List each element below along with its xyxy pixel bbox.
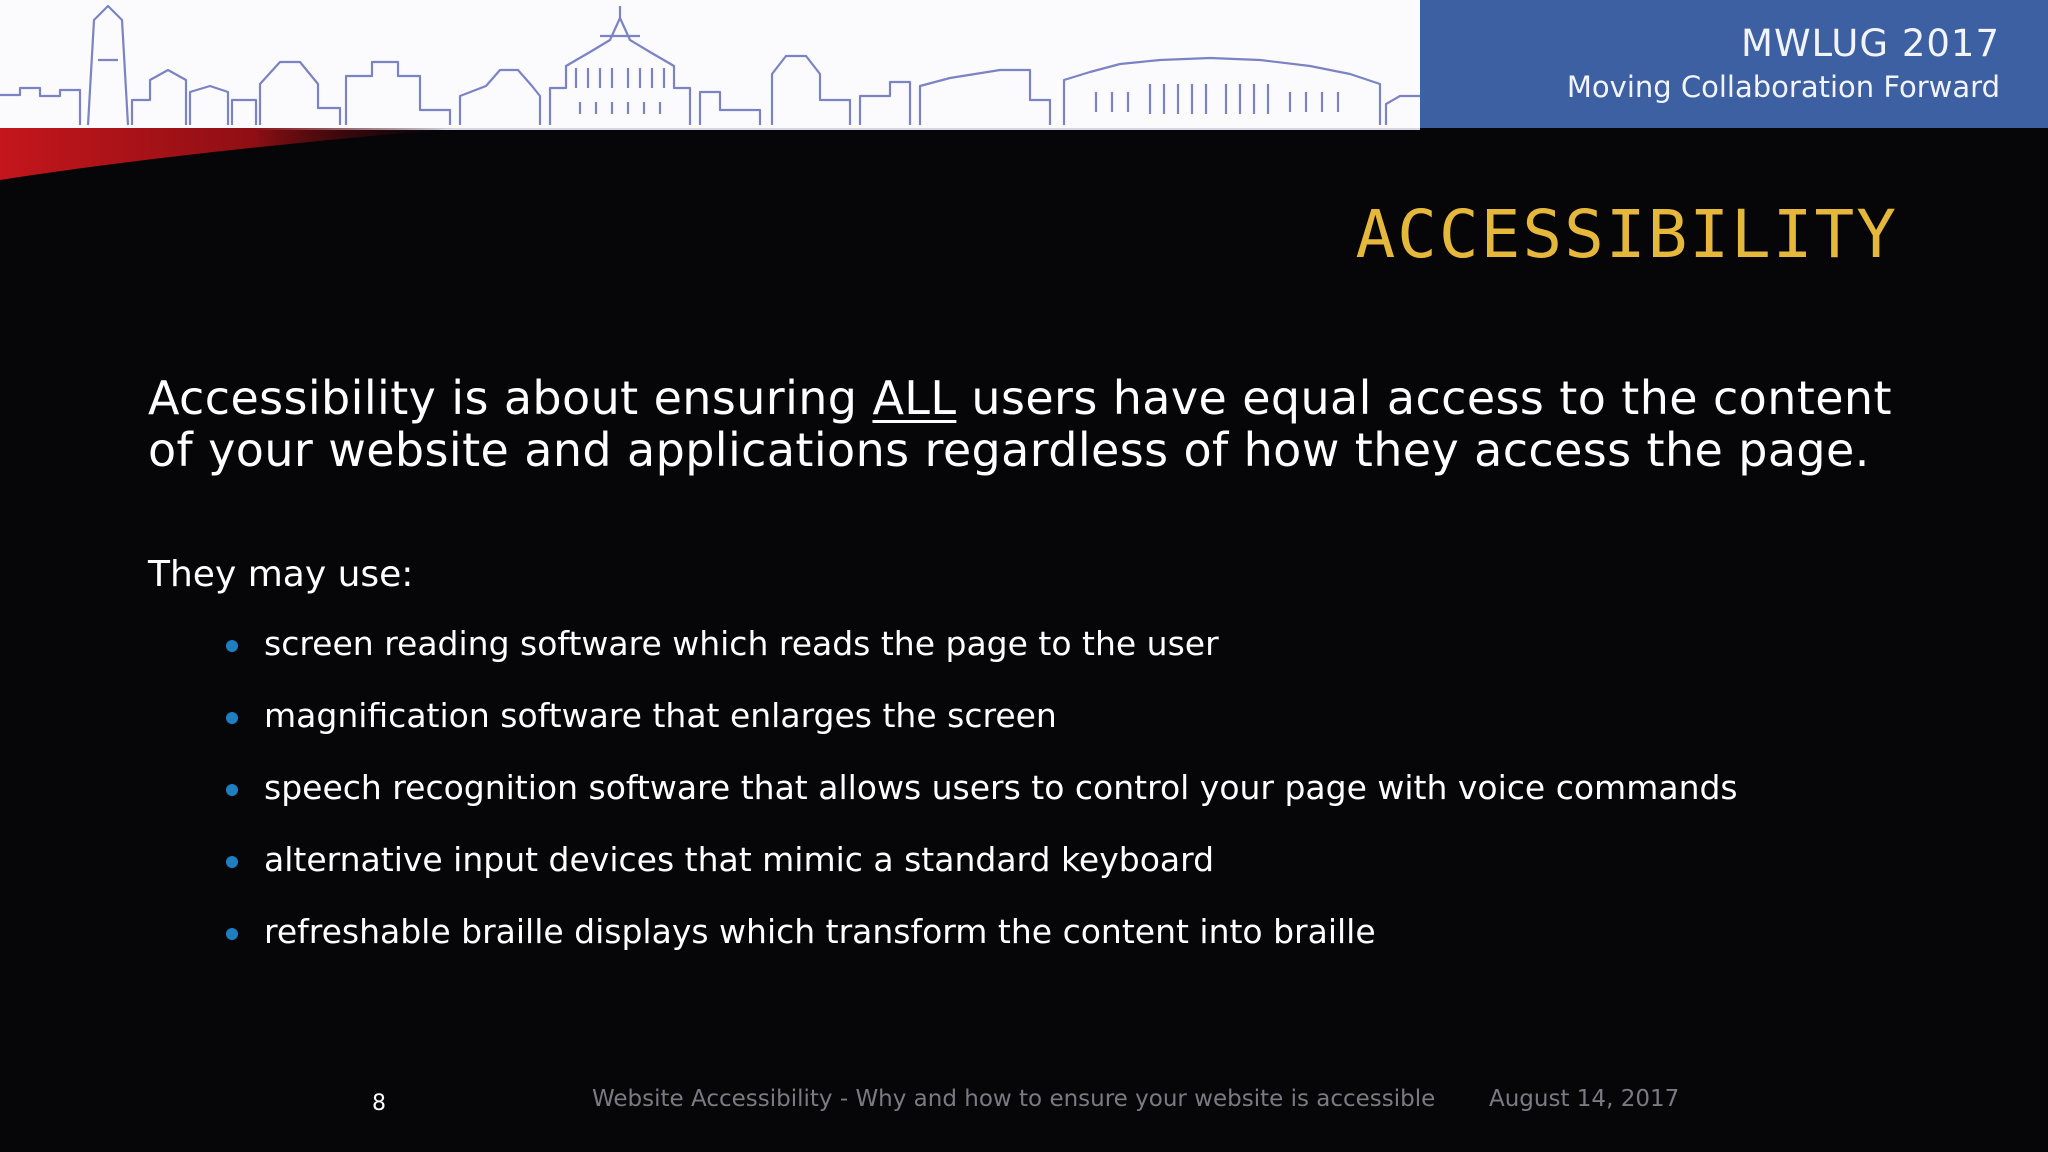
assistive-tech-list bbox=[226, 618, 1738, 978]
bullet-dot-icon bbox=[226, 928, 238, 940]
intro-text-end: users have equal access to the content of your website and applications regardless of how they access the page. bbox=[148, 371, 1892, 477]
intro-text-start: Accessibility is about ensuring bbox=[148, 371, 873, 425]
skyline-drawing bbox=[0, 0, 1420, 128]
list-item bbox=[226, 690, 1738, 762]
skyline-illustration bbox=[0, 0, 1420, 130]
bullet-dot-icon bbox=[226, 784, 238, 796]
footer-presentation-title: Website Accessibility - Why and how to ensure your website is accessible bbox=[592, 1086, 1436, 1112]
list-item bbox=[226, 618, 1738, 690]
list-heading: They may use: bbox=[148, 554, 414, 595]
slide-title: ACCESSIBILITY bbox=[1355, 196, 1898, 273]
bullet-dot-icon bbox=[226, 712, 238, 724]
event-title: MWLUG 2017 bbox=[1741, 22, 2000, 65]
event-tagline: Moving Collaboration Forward bbox=[1566, 70, 2000, 104]
footer-date: August 14, 2017 bbox=[1489, 1086, 1680, 1112]
red-swoosh-decoration bbox=[0, 128, 520, 184]
list-item-text: refreshable braille displays which transform the content into braille bbox=[264, 912, 1376, 951]
bullet-dot-icon bbox=[226, 856, 238, 868]
intro-emphasis: ALL bbox=[872, 371, 957, 425]
page-number: 8 bbox=[372, 1091, 386, 1116]
list-item bbox=[226, 906, 1738, 978]
list-item bbox=[226, 762, 1738, 834]
list-item-text: alternative input devices that mimic a standard keyboard bbox=[264, 840, 1215, 879]
list-item bbox=[226, 834, 1738, 906]
header-banner bbox=[0, 0, 2048, 128]
event-brand-box bbox=[1420, 0, 2048, 128]
list-item-text: screen reading software which reads the page to the user bbox=[264, 624, 1219, 663]
bullet-dot-icon bbox=[226, 640, 238, 652]
intro-paragraph bbox=[148, 372, 1948, 476]
list-item-text: speech recognition software that allows users to control your page with voice commands bbox=[264, 768, 1738, 807]
list-item-text: magnification software that enlarges the screen bbox=[264, 696, 1057, 735]
